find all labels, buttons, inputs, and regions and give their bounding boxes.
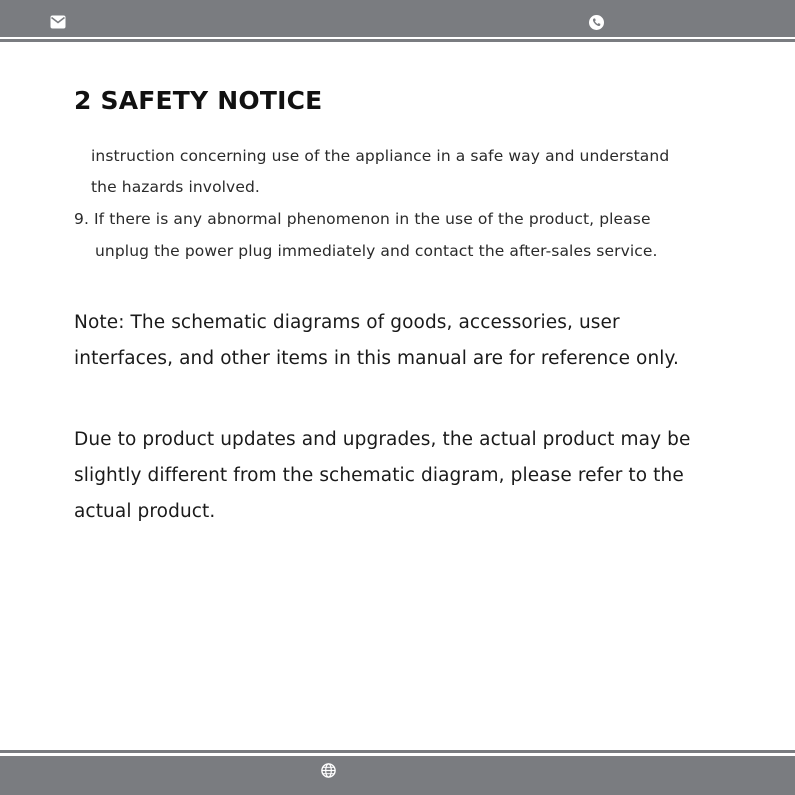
body-line: instruction concerning use of the appliance in a safe way and understand [91, 147, 670, 165]
body-line: the hazards involved. [91, 178, 260, 196]
footer-bar [0, 756, 795, 795]
mail-icon [50, 15, 66, 29]
header-rule [0, 39, 795, 42]
disclaimer-line: actual product. [74, 501, 216, 522]
section-title: 2 SAFETY NOTICE [74, 86, 323, 115]
disclaimer-line: slightly different from the schematic diagram, please refer to the [74, 465, 684, 486]
note-line: interfaces, and other items in this manual are for reference only. [74, 348, 679, 369]
body-line: 9. If there is any abnormal phenomenon in the use of the product, please [74, 210, 651, 228]
disclaimer-line: Due to product updates and upgrades, the actual product may be [74, 429, 691, 450]
body-line: unplug the power plug immediately and contact the after-sales service. [95, 242, 658, 260]
header-bar [0, 0, 795, 37]
footer-rule [0, 750, 795, 753]
phone-icon [589, 15, 604, 30]
globe-icon [321, 763, 336, 778]
note-line: Note: The schematic diagrams of goods, accessories, user [74, 312, 620, 333]
